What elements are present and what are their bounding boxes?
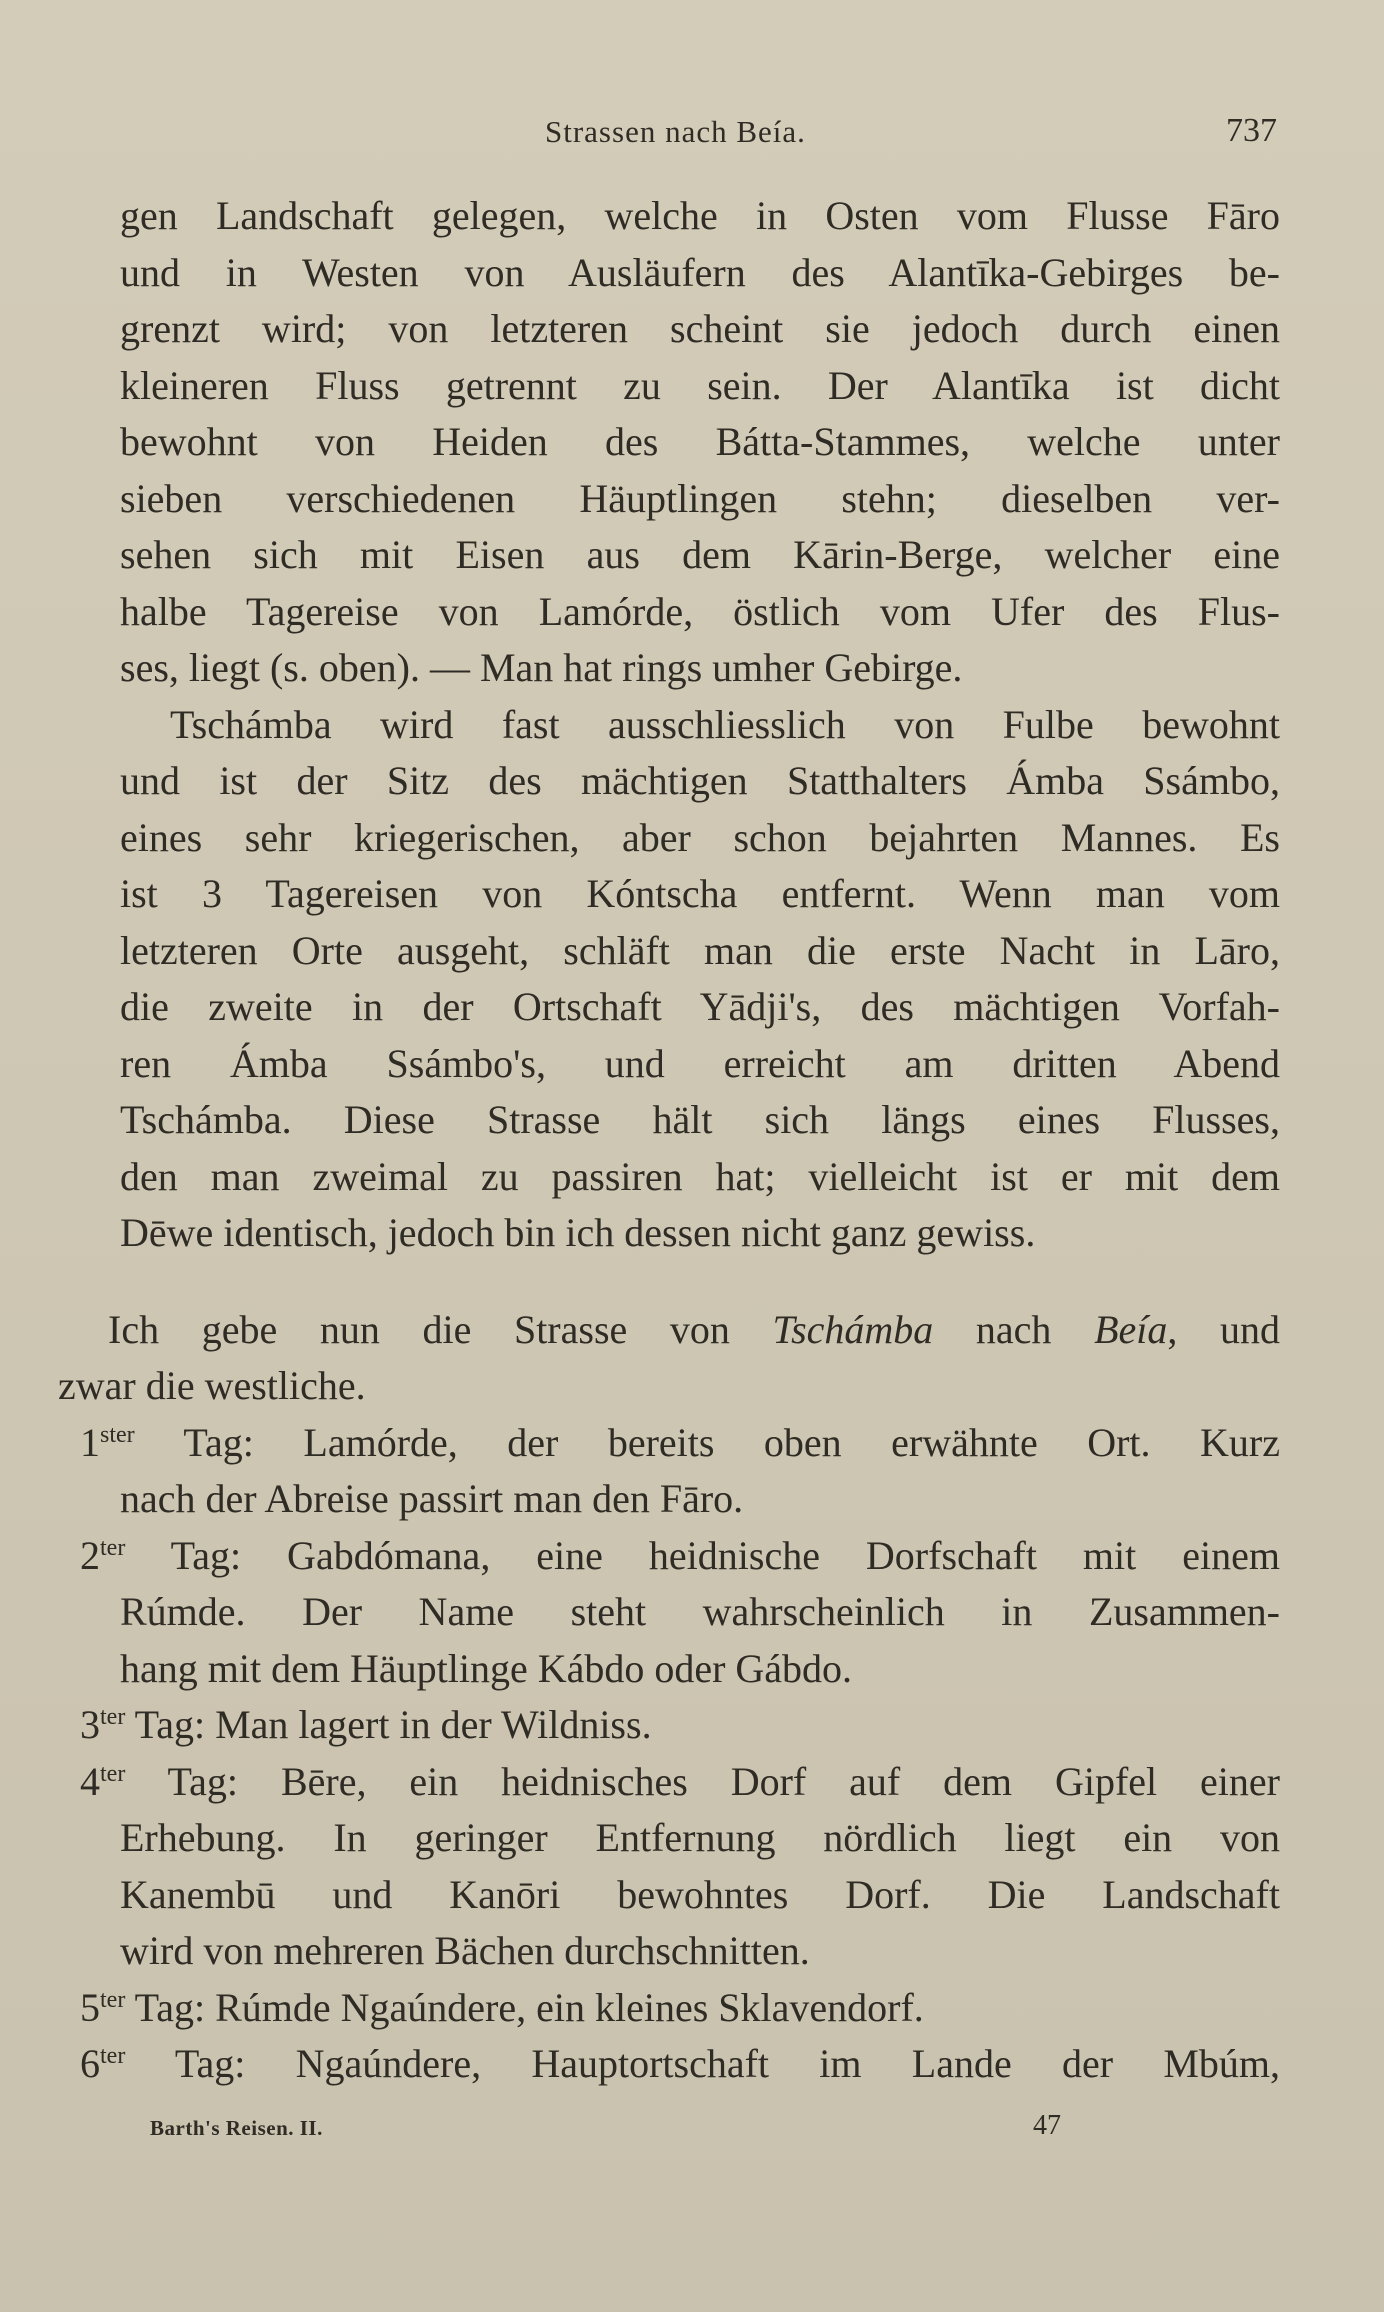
text-line [80,1754,1280,1811]
day-number: 2 [80,1532,100,1578]
text-line: Rúmde. Der Name steht wahrscheinlich in Zusammen- [120,1589,1280,1634]
day-text: Tag: Lamórde, der bereits oben erwähnte Ort. Kurz [134,1419,1280,1465]
intro-text: nach [933,1306,1095,1352]
text-line: letzteren Orte ausgeht, schläft man die erste Nacht in Lāro, [120,927,1280,973]
text-line: hang mit dem Häuptlinge Kábdo oder Gábdo. [120,1645,853,1691]
section-gap [120,1262,1280,1302]
text-line [80,1415,1280,1472]
paragraph-2 [120,697,1280,1262]
page-footer [0,2108,1384,2148]
intro-text: Ich gebe nun die Strasse von [108,1306,773,1352]
section-intro [58,1302,1280,1415]
text-line [80,1697,1280,1754]
text-line: gen Landschaft gelegen, welche in Osten vom Flusse Fāro [120,193,1280,238]
day-text: Tag: Man lagert in der Wildniss. [125,1702,652,1747]
text-line: eines sehr kriegerischen, aber schon bejahrten Mannes. Es [120,814,1280,860]
text-line: Tschámba wird fast ausschliesslich von Fulbe bewohnt [170,701,1280,747]
day-ordinal-suffix: ter [100,2043,126,2069]
text-line: Dēwe identisch, jedoch bin ich dessen nicht ganz gewiss. [120,1210,1036,1255]
text-line: nach der Abreise passirt man den Fāro. [120,1476,744,1521]
text-line: und in Westen von Ausläufern des Alantīka-Gebirges be- [120,249,1280,295]
running-head-title: Strassen nach Beía. [545,114,806,149]
day-ordinal-suffix: ter [100,1986,126,2013]
day-entry [80,1980,1280,2037]
text-line: halbe Tagereise von Lamórde, östlich vom Ufer des Flus- [120,588,1280,634]
day-text: Tag: Rúmde Ngaúndere, ein kleines Sklavendorf. [125,1984,924,2030]
day-entry [80,1528,1280,1698]
text-line: wird von mehreren Bächen durchschnitten. [120,1928,810,1973]
page-body [58,188,1280,2093]
day-number: 1 [80,1419,100,1465]
text-line: und ist der Sitz des mächtigen Statthalters Ámba Ssámbo, [120,758,1280,803]
day-number: 6 [80,2041,100,2086]
origin-place: Tschámba [772,1306,934,1352]
day-text: Tag: Ngaúndere, Hauptortschaft im Lande der Mbúm, [125,2041,1280,2086]
text-line: die zweite in der Ortschaft Yādji's, des mächtigen Vorfah- [120,984,1280,1029]
text-line: ses, liegt (s. oben). — Man hat rings umher Gebirge. [120,645,963,690]
day-number: 5 [80,1984,100,2030]
text-line: grenzt wird; von letzteren scheint sie jedoch durch einen [120,306,1280,351]
day-entry [80,1697,1280,1754]
day-number: 4 [80,1758,100,1804]
itinerary-list [80,1415,1280,2093]
day-entry [80,1754,1280,1980]
printer-signature: Barth's Reisen. II. [150,2116,323,2140]
text-line: bewohnt von Heiden des Bátta-Stammes, welche unter [120,419,1280,464]
day-entry [80,2036,1280,2093]
day-number: 3 [80,1702,100,1747]
text-line [80,1980,1280,2037]
page-number: 737 [1226,112,1277,149]
text-line [80,2036,1280,2093]
text-line: Kanembū und Kanōri bewohntes Dorf. Die Landschaft [120,1871,1280,1917]
day-text: Tag: Bēre, ein heidnisches Dorf auf dem Gipfel einer [125,1758,1280,1804]
intro-text: , und [1167,1306,1280,1352]
text-line: ren Ámba Ssámbo's, und erreicht am dritten Abend [120,1040,1280,1086]
day-text: Tag: Gabdómana, eine heidnische Dorfschaft mit einem [125,1532,1280,1578]
day-ordinal-suffix: ter [100,1760,126,1787]
sheet-number: 47 [1033,2110,1061,2141]
text-line [80,1528,1280,1585]
day-ordinal-suffix: ter [100,1534,126,1561]
text-line: zwar die westliche. [58,1363,366,1408]
text-line: sieben verschiedenen Häuptlingen stehn; dieselben ver- [120,475,1280,521]
text-line: kleineren Fluss getrennt zu sein. Der Alantīka ist dicht [120,362,1280,408]
text-line: Erhebung. In geringer Entfernung nördlich liegt ein von [120,1815,1280,1860]
text-line: den man zweimal zu passiren hat; vielleicht ist er mit dem [120,1153,1280,1199]
text-line: sehen sich mit Eisen aus dem Kārin-Berge, welcher eine [120,532,1280,577]
text-line: ist 3 Tagereisen von Kóntscha entfernt. Wenn man vom [120,871,1280,916]
destination-place: Beía [1094,1306,1168,1352]
day-ordinal-suffix: ter [100,1704,126,1730]
day-entry [80,1415,1280,1528]
running-head [0,110,1384,160]
text-line: Tschámba. Diese Strasse hält sich längs eines Flusses, [120,1097,1280,1142]
text-line [108,1302,1280,1359]
day-ordinal-suffix: ster [100,1421,135,1448]
paragraph-1 [120,188,1280,697]
